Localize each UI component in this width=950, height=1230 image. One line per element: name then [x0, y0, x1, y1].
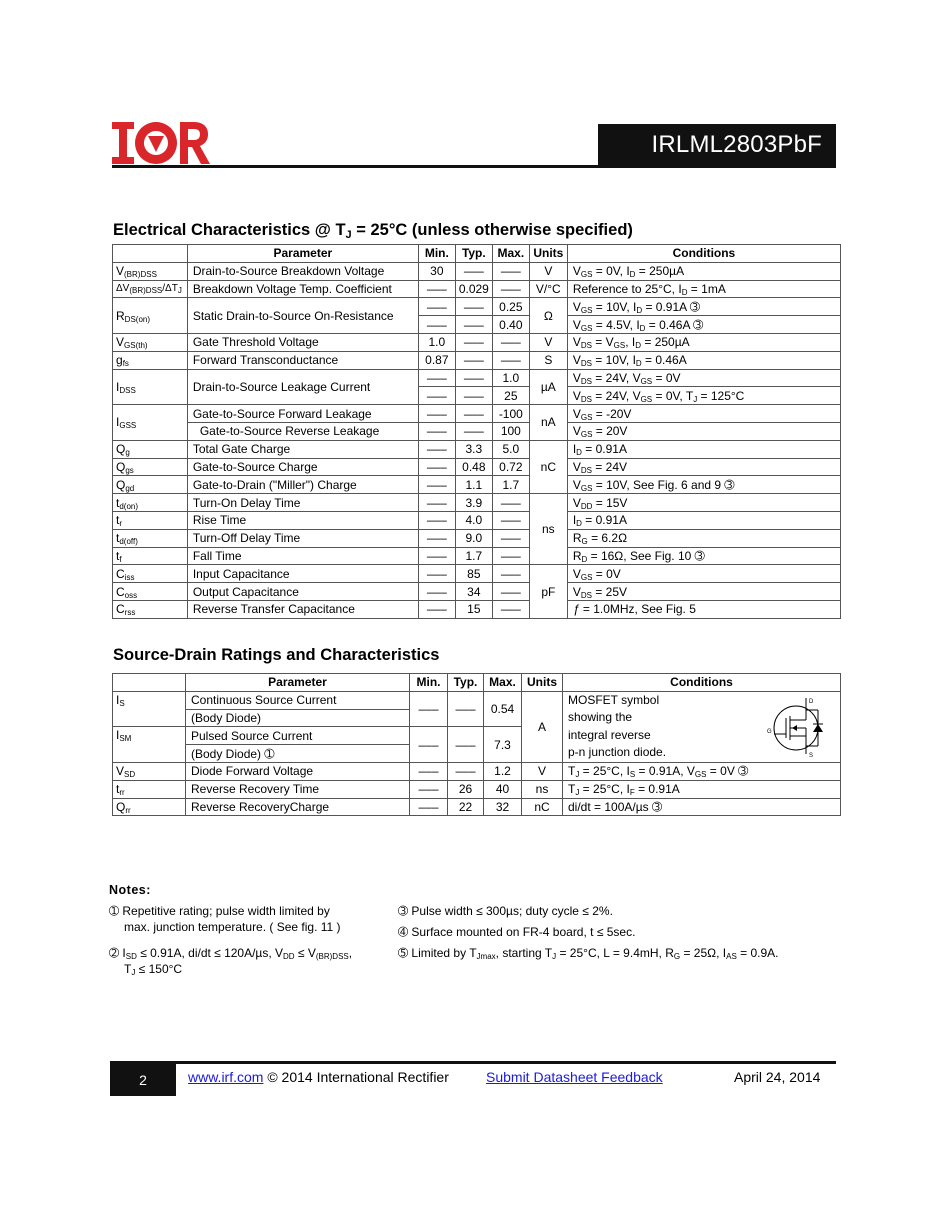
col-symbol — [113, 674, 186, 692]
value-cell: ––– — [448, 762, 484, 780]
value-cell: V — [529, 262, 567, 280]
value-cell: ––– — [455, 333, 492, 351]
electrical-characteristics-table — [112, 244, 841, 619]
conditions-cell: $V_{GS} = 10V$, See Fig. 6 and 9 ➂ — [567, 476, 840, 494]
part-number: IRLML2803PbF — [651, 131, 822, 158]
table-row — [113, 440, 841, 458]
value-cell: ––– — [410, 762, 448, 780]
table-row — [113, 583, 841, 601]
note-3: ➂ Pulse width ≤ 300µs; duty cycle ≤ 2%. — [398, 904, 613, 918]
value-cell: 1.0 — [418, 333, 455, 351]
value-cell: 25 — [492, 387, 529, 405]
website-link[interactable]: www.irf.com — [188, 1069, 264, 1085]
svg-text:D: D — [809, 698, 814, 705]
table-row — [113, 369, 841, 387]
col-max: Max. — [492, 245, 529, 263]
col-min: Min. — [410, 674, 448, 692]
col-units: Units — [529, 245, 567, 263]
table-row — [113, 262, 841, 280]
svg-text:G: G — [767, 728, 772, 735]
col-conditions: Conditions — [567, 245, 840, 263]
table-header-row — [113, 245, 841, 263]
value-cell: 0.54 — [484, 691, 522, 727]
copyright-text: © 2014 International Rectifier — [263, 1069, 449, 1085]
value-cell: ––– — [418, 440, 455, 458]
value-cell: ––– — [418, 529, 455, 547]
conditions-cell: $I_D = 0.91A$ — [567, 440, 840, 458]
parameter-cell: Gate-to-Drain ("Miller") Charge — [187, 476, 418, 494]
value-cell: 40 — [484, 780, 522, 798]
value-cell: 34 — [455, 583, 492, 601]
value-cell: ––– — [455, 316, 492, 334]
notes-section — [109, 883, 849, 993]
conditions-cell: ƒ = 1.0MHz, See Fig. 5 — [567, 600, 840, 618]
conditions-cell: Reference to 25°C, $I_D = 1mA$ — [567, 280, 840, 298]
col-typ: Typ. — [448, 674, 484, 692]
conditions-cell: $V_{DS} = 24V$, $V_{GS} = 0V$, $T_J = 125^\circ C$ — [567, 387, 840, 405]
conditions-cell: $I_D = 0.91A$ — [567, 511, 840, 529]
table-row — [113, 511, 841, 529]
table-row — [113, 494, 841, 512]
table-row — [113, 780, 841, 798]
submit-feedback-link[interactable]: Submit Datasheet Feedback — [486, 1069, 663, 1085]
symbol-cell: $\Delta V_{(BR)DSS}/\Delta T_J$ — [113, 280, 188, 298]
symbol-cell: $t_{d(off)}$ — [113, 529, 188, 547]
col-parameter: Parameter — [186, 674, 410, 692]
symbol-cell: $I_{SM}$ — [113, 727, 186, 763]
parameter-cell: (Body Diode) ➀ — [186, 745, 410, 763]
value-cell: 9.0 — [455, 529, 492, 547]
conditions-cell: $T_J = 25^\circ C$, $I_S = 0.91A$, $V_{GS} = 0V$ ➂ — [563, 762, 841, 780]
parameter-cell: Total Gate Charge — [187, 440, 418, 458]
col-max: Max. — [484, 674, 522, 692]
note-5: ➄ Limited by $T_{Jmax}$, starting $T_J = 25^\circ C$, L = 9.4mH, $R_G = 25\Omega$, $I_{AS} = 0.9A$. — [398, 946, 779, 961]
parameter-cell: Output Capacitance — [187, 583, 418, 601]
value-cell: V — [529, 333, 567, 351]
value-cell: 0.029 — [455, 280, 492, 298]
col-typ: Typ. — [455, 245, 492, 263]
value-cell: ––– — [455, 351, 492, 369]
conditions-cell: $V_{GS} = 4.5V$, $I_D = 0.46A$ ➂ — [567, 316, 840, 334]
value-cell: ––– — [418, 476, 455, 494]
value-cell: ns — [529, 494, 567, 565]
conditions-cell: $V_{DD} = 15V$ — [567, 494, 840, 512]
value-cell: nC — [529, 440, 567, 493]
value-cell: S — [529, 351, 567, 369]
value-cell: 1.7 — [455, 547, 492, 565]
value-cell: ––– — [410, 691, 448, 727]
value-cell: 3.3 — [455, 440, 492, 458]
parameter-cell: (Body Diode) — [186, 709, 410, 727]
value-cell: ––– — [418, 316, 455, 334]
value-cell: ––– — [455, 387, 492, 405]
value-cell: 32 — [484, 798, 522, 816]
symbol-cell: $V_{(BR)DSS}$ — [113, 262, 188, 280]
table-row — [113, 529, 841, 547]
value-cell: Ω — [529, 298, 567, 334]
value-cell: 1.2 — [484, 762, 522, 780]
parameter-cell: Rise Time — [187, 511, 418, 529]
value-cell: ––– — [492, 511, 529, 529]
parameter-cell: Pulsed Source Current — [186, 727, 410, 745]
value-cell: ––– — [492, 547, 529, 565]
col-parameter: Parameter — [187, 245, 418, 263]
value-cell: ––– — [492, 333, 529, 351]
symbol-cell: $I_{GSS}$ — [113, 405, 188, 441]
value-cell: ––– — [410, 727, 448, 763]
col-symbol — [113, 245, 188, 263]
table-row — [113, 547, 841, 565]
value-cell: ns — [522, 780, 563, 798]
mosfet-symbol-cell — [563, 691, 841, 762]
note-4: ➃ Surface mounted on FR-4 board, t ≤ 5sec. — [398, 925, 636, 939]
parameter-cell: Drain-to-Source Breakdown Voltage — [187, 262, 418, 280]
value-cell: 7.3 — [484, 727, 522, 763]
table-row — [113, 333, 841, 351]
table-row — [113, 405, 841, 423]
value-cell: 30 — [418, 262, 455, 280]
symbol-cell: $Q_{gd}$ — [113, 476, 188, 494]
value-cell: 26 — [448, 780, 484, 798]
value-cell: ––– — [418, 280, 455, 298]
value-cell: ––– — [455, 298, 492, 316]
svg-text:S: S — [809, 752, 814, 758]
symbol-cell: $t_f$ — [113, 547, 188, 565]
parameter-cell: Turn-Off Delay Time — [187, 529, 418, 547]
footer-date: April 24, 2014 — [734, 1069, 821, 1085]
value-cell: ––– — [455, 405, 492, 423]
table-header-row — [113, 674, 841, 692]
ior-logo — [112, 122, 210, 164]
source-drain-table — [112, 673, 841, 816]
value-cell: 100 — [492, 422, 529, 440]
table-row — [113, 476, 841, 494]
value-cell: V/°C — [529, 280, 567, 298]
value-cell: V — [522, 762, 563, 780]
conditions-cell: $R_D = 16\Omega$, See Fig. 10 ➂ — [567, 547, 840, 565]
value-cell: 4.0 — [455, 511, 492, 529]
table-row — [113, 298, 841, 316]
symbol-cell: $C_{oss}$ — [113, 583, 188, 601]
value-cell: 15 — [455, 600, 492, 618]
parameter-cell: Diode Forward Voltage — [186, 762, 410, 780]
table-row — [113, 762, 841, 780]
conditions-cell: $V_{DS} = V_{GS}$, $I_D = 250\mu A$ — [567, 333, 840, 351]
value-cell: ––– — [448, 691, 484, 727]
part-number-banner — [598, 124, 836, 166]
conditions-cell: $V_{DS} = 25V$ — [567, 583, 840, 601]
symbol-cell: $Q_g$ — [113, 440, 188, 458]
value-cell: ––– — [455, 422, 492, 440]
conditions-cell: di/dt = 100A/µs ➂ — [563, 798, 841, 816]
parameter-cell: Reverse Transfer Capacitance — [187, 600, 418, 618]
value-cell: ––– — [492, 565, 529, 583]
value-cell: ––– — [418, 387, 455, 405]
value-cell: 0.25 — [492, 298, 529, 316]
mosfet-symbol-icon — [766, 694, 828, 758]
value-cell: ––– — [455, 262, 492, 280]
parameter-cell: Continuous Source Current — [186, 691, 410, 709]
mosfet-text-4: p-n junction diode. — [568, 745, 667, 760]
symbol-cell: $t_{rr}$ — [113, 780, 186, 798]
value-cell: ––– — [418, 458, 455, 476]
symbol-cell: $Q_{rr}$ — [113, 798, 186, 816]
note-2: ➁ $I_{SD} \le 0.91A$, di/dt ≤ 120A/µs, $V_{DD} \le V_{(BR)DSS}$, — [109, 946, 353, 961]
value-cell: ––– — [418, 583, 455, 601]
conditions-cell: $V_{GS} = 0V$ — [567, 565, 840, 583]
value-cell: ––– — [418, 422, 455, 440]
conditions-cell: $V_{GS} = -20V$ — [567, 405, 840, 423]
col-conditions: Conditions — [563, 674, 841, 692]
value-cell: nC — [522, 798, 563, 816]
conditions-cell: $V_{GS} = 10V$, $I_D = 0.91A$ ➂ — [567, 298, 840, 316]
symbol-cell: $t_r$ — [113, 511, 188, 529]
table-row — [113, 691, 841, 709]
section-title-electrical: Electrical Characteristics @ $T_J = 25^\circ C$ (unless otherwise specified) — [113, 221, 633, 241]
value-cell: 5.0 — [492, 440, 529, 458]
col-units: Units — [522, 674, 563, 692]
parameter-cell: Forward Transconductance — [187, 351, 418, 369]
parameter-cell: Gate-to-Source Reverse Leakage — [187, 422, 418, 440]
table-row — [113, 351, 841, 369]
value-cell: ––– — [418, 369, 455, 387]
conditions-cell: $V_{DS} = 10V$, $I_D = 0.46A$ — [567, 351, 840, 369]
parameter-cell: Drain-to-Source Leakage Current — [187, 369, 418, 405]
conditions-cell: $V_{DS} = 24V$ — [567, 458, 840, 476]
symbol-cell: $V_{SD}$ — [113, 762, 186, 780]
symbol-cell: $t_{d(on)}$ — [113, 494, 188, 512]
header-rule — [112, 165, 836, 168]
value-cell: 3.9 — [455, 494, 492, 512]
symbol-cell: $g_{fs}$ — [113, 351, 188, 369]
parameter-cell: Breakdown Voltage Temp. Coefficient — [187, 280, 418, 298]
value-cell: 1.7 — [492, 476, 529, 494]
value-cell: ––– — [418, 298, 455, 316]
value-cell: pF — [529, 565, 567, 618]
symbol-cell: $C_{rss}$ — [113, 600, 188, 618]
conditions-cell: $T_J = 25^\circ C$, $I_F = 0.91A$ — [563, 780, 841, 798]
value-cell: ––– — [448, 727, 484, 763]
symbol-cell: $I_S$ — [113, 691, 186, 727]
value-cell: µA — [529, 369, 567, 405]
value-cell: 1.1 — [455, 476, 492, 494]
conditions-cell: $V_{DS} = 24V$, $V_{GS} = 0V$ — [567, 369, 840, 387]
note-2-cont: $T_J \le 150^\circ C$ — [124, 962, 183, 977]
value-cell: 22 — [448, 798, 484, 816]
conditions-cell: $R_G = 6.2\Omega$ — [567, 529, 840, 547]
col-min: Min. — [418, 245, 455, 263]
value-cell: ––– — [492, 600, 529, 618]
parameter-cell: Gate-to-Source Charge — [187, 458, 418, 476]
note-1-cont: max. junction temperature. ( See fig. 11 ) — [124, 920, 341, 934]
section-title-source-drain: Source-Drain Ratings and Characteristics — [113, 646, 440, 664]
page-number: 2 — [110, 1064, 176, 1096]
table-row — [113, 798, 841, 816]
mosfet-text-3: integral reverse — [568, 727, 651, 742]
value-cell: ––– — [410, 780, 448, 798]
note-1: ➀ Repetitive rating; pulse width limited by — [109, 904, 330, 918]
conditions-cell: $V_{GS} = 0V$, $I_D = 250\mu A$ — [567, 262, 840, 280]
value-cell: ––– — [410, 798, 448, 816]
mosfet-text-2: showing the — [568, 710, 633, 725]
value-cell: 1.0 — [492, 369, 529, 387]
symbol-cell: $C_{iss}$ — [113, 565, 188, 583]
table-row — [113, 280, 841, 298]
value-cell: nA — [529, 405, 567, 441]
value-cell: A — [522, 691, 563, 762]
value-cell: ––– — [492, 351, 529, 369]
parameter-cell: Input Capacitance — [187, 565, 418, 583]
footer-left — [188, 1069, 449, 1085]
symbol-cell: $R_{DS(on)}$ — [113, 298, 188, 334]
parameter-cell: Turn-On Delay Time — [187, 494, 418, 512]
symbol-cell: $I_{DSS}$ — [113, 369, 188, 405]
conditions-cell: $V_{GS} = 20V$ — [567, 422, 840, 440]
value-cell: 0.48 — [455, 458, 492, 476]
table-row — [113, 458, 841, 476]
table-row — [113, 422, 841, 440]
value-cell: -100 — [492, 405, 529, 423]
value-cell: ––– — [418, 511, 455, 529]
symbol-cell: $V_{GS(th)}$ — [113, 333, 188, 351]
parameter-cell: Static Drain-to-Source On-Resistance — [187, 298, 418, 334]
value-cell: ––– — [492, 262, 529, 280]
value-cell: 85 — [455, 565, 492, 583]
table-row — [113, 600, 841, 618]
parameter-cell: Gate-to-Source Forward Leakage — [187, 405, 418, 423]
notes-title: Notes: — [109, 883, 151, 897]
value-cell: ––– — [418, 494, 455, 512]
value-cell: ––– — [418, 405, 455, 423]
symbol-cell: $Q_{gs}$ — [113, 458, 188, 476]
parameter-cell: Gate Threshold Voltage — [187, 333, 418, 351]
mosfet-text-1: MOSFET symbol — [568, 692, 660, 707]
table-row — [113, 565, 841, 583]
value-cell: ––– — [492, 280, 529, 298]
footer-rule — [110, 1061, 836, 1064]
value-cell: ––– — [418, 600, 455, 618]
value-cell: 0.87 — [418, 351, 455, 369]
value-cell: ––– — [418, 565, 455, 583]
value-cell: ––– — [492, 529, 529, 547]
parameter-cell: Fall Time — [187, 547, 418, 565]
value-cell: ––– — [492, 583, 529, 601]
value-cell: ––– — [492, 494, 529, 512]
value-cell: ––– — [418, 547, 455, 565]
value-cell: 0.72 — [492, 458, 529, 476]
value-cell: 0.40 — [492, 316, 529, 334]
parameter-cell: Reverse RecoveryCharge — [186, 798, 410, 816]
value-cell: ––– — [455, 369, 492, 387]
parameter-cell: Reverse Recovery Time — [186, 780, 410, 798]
